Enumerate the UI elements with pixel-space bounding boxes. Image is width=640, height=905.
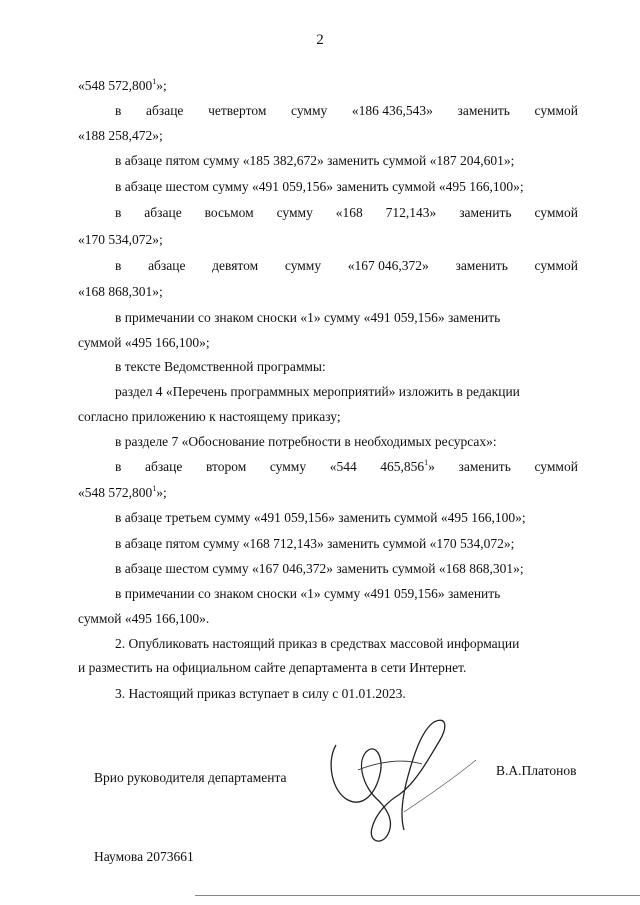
text-line: в абзаце пятом сумму «168 712,143» заменить суммой «170 534,072»; bbox=[115, 536, 515, 551]
text-line: «188 258,472»; bbox=[78, 128, 163, 143]
text-line: суммой «495 166,100». bbox=[78, 611, 210, 626]
signatory-position: Врио руководителя департамента bbox=[94, 770, 287, 785]
text-line: «168 868,301»; bbox=[78, 284, 163, 299]
text-line: в разделе 7 «Обоснование потребности в необходимых ресурсах»: bbox=[115, 434, 497, 449]
text-line: в примечании со знаком сноски «1» сумму «491 059,156» заменить bbox=[115, 586, 501, 601]
text-line: в абзаце пятом сумму «185 382,672» заменить суммой «187 204,601»; bbox=[115, 153, 515, 168]
text-line: «548 572,800$^1$»; bbox=[78, 484, 167, 500]
text-line: «548 572,800$^1$»; bbox=[78, 77, 167, 93]
text-line: суммой «495 166,100»; bbox=[78, 335, 210, 350]
executor-contact: Наумова 2073661 bbox=[94, 849, 194, 864]
signatory-name: В.А.Платонов bbox=[496, 763, 577, 778]
text-line: 2. Опубликовать настоящий приказ в средствах массовой информации bbox=[115, 636, 520, 651]
handwritten-signature bbox=[318, 700, 478, 850]
page-number: 2 bbox=[316, 32, 324, 48]
text-line: в абзаце третьем сумму «491 059,156» заменить суммой «495 166,100»; bbox=[115, 510, 526, 525]
text-line: в абзаце девятом сумму «167 046,372» заменить суммой bbox=[115, 258, 578, 273]
text-line: и разместить на официальном сайте департамента в сети Интернет. bbox=[78, 660, 467, 675]
text-line: в тексте Ведомственной программы: bbox=[115, 359, 326, 374]
bottom-rule bbox=[195, 895, 640, 896]
text-line: в абзаце четвертом сумму «186 436,543» заменить суммой bbox=[115, 103, 578, 118]
text-line: «170 534,072»; bbox=[78, 232, 163, 247]
text-line: в абзаце втором сумму «544 465,856$^1$» заменить суммой bbox=[115, 458, 578, 474]
text-line: в абзаце шестом сумму «167 046,372» заменить суммой «168 868,301»; bbox=[115, 561, 524, 576]
text-line: в абзаце восьмом сумму «168 712,143» заменить суммой bbox=[115, 205, 578, 220]
text-line: согласно приложению к настоящему приказу; bbox=[78, 409, 341, 424]
text-line: в примечании со знаком сноски «1» сумму «491 059,156» заменить bbox=[115, 310, 501, 325]
text-line: в абзаце шестом сумму «491 059,156» заменить суммой «495 166,100»; bbox=[115, 179, 524, 194]
text-line: 3. Настоящий приказ вступает в силу с 01.01.2023. bbox=[115, 686, 406, 701]
text-line: раздел 4 «Перечень программных мероприятий» изложить в редакции bbox=[115, 384, 520, 399]
